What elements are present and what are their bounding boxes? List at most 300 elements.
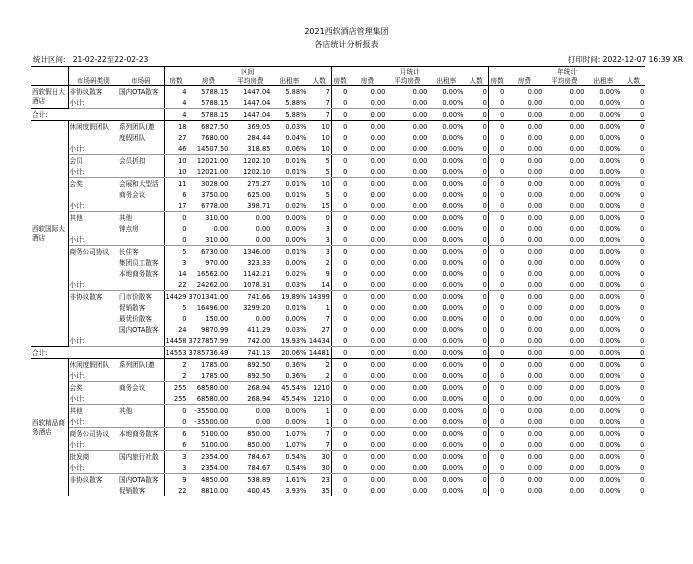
- interval-value: 6827.50: [201, 122, 229, 131]
- period-label: 统计区间:: [33, 55, 66, 64]
- year-value: 0.00: [505, 335, 543, 347]
- year-value: 0: [640, 87, 645, 96]
- interval-value: 0.01%: [285, 303, 307, 312]
- year-value: 0.00: [527, 406, 543, 415]
- month-value: 0.00%: [442, 190, 464, 199]
- interval-value: 10: [164, 166, 187, 178]
- year-value: 0: [621, 335, 645, 347]
- interval-value: 3.93%: [285, 486, 307, 495]
- market-category: 小计:: [68, 97, 118, 109]
- year-value: 0: [640, 247, 645, 256]
- month-value: 0: [482, 224, 487, 233]
- month-value: 0.00%: [442, 269, 464, 278]
- year-value: 0.00: [569, 269, 585, 278]
- table-row: [31, 313, 645, 324]
- month-value: 0.00: [370, 475, 386, 484]
- month-value: 0: [331, 246, 348, 258]
- market-code: 促销散客: [119, 303, 146, 312]
- interval-value: 1.61%: [285, 475, 307, 484]
- table-row: [31, 428, 645, 440]
- month-value: 0.00: [412, 133, 428, 142]
- month-value: 0: [464, 393, 488, 405]
- interval-value: 0.00: [229, 234, 271, 246]
- interval-value: 45.54%: [271, 393, 307, 405]
- year-value: 0: [488, 212, 505, 224]
- subtotal-row: [31, 97, 645, 109]
- year-value: 0.00: [527, 429, 543, 438]
- total-row: [31, 109, 645, 121]
- column-header: 房数: [164, 76, 187, 86]
- market-category: 会员: [69, 156, 83, 165]
- interval-value: 6730.00: [201, 247, 229, 256]
- interval-value: 14458: [165, 336, 187, 345]
- month-value: 0.00: [412, 269, 428, 278]
- year-value: 0.00%: [599, 303, 621, 312]
- year-value: 0.00%: [599, 213, 621, 222]
- year-value: 0: [488, 313, 505, 324]
- year-value: 0.00%: [599, 406, 621, 415]
- market-code: [118, 279, 164, 291]
- month-value: 0.00: [370, 133, 386, 142]
- interval-value: 0.36%: [285, 360, 307, 369]
- table-row: [31, 485, 645, 496]
- year-value: 0: [488, 166, 505, 178]
- market-category: [68, 223, 118, 234]
- month-value: 0: [331, 370, 348, 382]
- month-value: 0.00: [348, 166, 386, 178]
- interval-value: 23: [321, 475, 330, 484]
- month-value: 0.00%: [442, 258, 464, 267]
- print-time: 打印时间: 2022-12-07 16:39 XR: [567, 55, 683, 64]
- month-value: 0.00: [412, 314, 428, 323]
- month-value: 0.00%: [428, 370, 464, 382]
- interval-value: 10: [321, 179, 330, 188]
- interval-value: 5.88%: [271, 97, 307, 109]
- subtotal-row: [31, 143, 645, 155]
- interval-value: 0.01%: [285, 179, 307, 188]
- interval-value: 255: [164, 393, 187, 405]
- interval-value: 0.06%: [271, 143, 307, 155]
- year-value: 0.00: [527, 292, 543, 301]
- year-value: 0: [640, 258, 645, 267]
- year-value: 0.00: [569, 179, 585, 188]
- month-value: 0.00: [348, 347, 386, 359]
- interval-value: 7: [307, 439, 331, 451]
- year-value: 0: [488, 359, 505, 371]
- interval-value: 3: [307, 234, 331, 246]
- month-value: 0.00: [370, 383, 386, 392]
- month-value: 0: [331, 439, 348, 451]
- year-value: 0.00: [527, 133, 543, 142]
- market-category: 其他: [69, 213, 83, 222]
- year-value: 0.00%: [599, 475, 621, 484]
- interval-value: 3: [164, 462, 187, 474]
- market-code: [118, 166, 164, 178]
- market-category: [68, 313, 118, 324]
- market-code: [118, 370, 164, 382]
- month-value: 0.00: [412, 383, 428, 392]
- interval-value: 625.00: [247, 190, 271, 199]
- year-value: 0: [621, 347, 645, 359]
- year-value: 0.00: [527, 314, 543, 323]
- year-value: 0.00: [569, 303, 585, 312]
- interval-value: 741.66: [247, 292, 271, 301]
- year-value: 0: [488, 347, 505, 359]
- interval-value: 1: [325, 406, 330, 415]
- year-value: 0: [488, 393, 505, 405]
- year-value: 0.00: [543, 143, 585, 155]
- month-value: 0: [331, 97, 348, 109]
- month-value: 0: [482, 429, 487, 438]
- interval-value: 20.06%: [271, 347, 307, 359]
- market-category: 批发商: [69, 452, 90, 461]
- market-category: [68, 324, 118, 335]
- month-value: 0: [331, 223, 348, 234]
- month-value: 0.00: [370, 429, 386, 438]
- interval-value: 68580.00: [196, 383, 229, 392]
- year-value: 0: [640, 429, 645, 438]
- interval-value: 68580.00: [187, 393, 229, 405]
- month-value: 0.00%: [442, 406, 464, 415]
- interval-value: 2: [307, 370, 331, 382]
- total-label: 合计:: [31, 109, 164, 121]
- year-value: 0.00: [505, 234, 543, 246]
- table-row: [31, 257, 645, 268]
- month-value: 0.00%: [442, 156, 464, 165]
- year-value: 0: [640, 325, 645, 334]
- interval-value: 0.54%: [271, 462, 307, 474]
- subtotal-row: [31, 279, 645, 291]
- interval-value: 2354.00: [187, 462, 229, 474]
- subtotal-row: [31, 462, 645, 474]
- column-header: 房数: [488, 76, 505, 86]
- statistics-table: [31, 66, 645, 496]
- column-header: 平均房费: [229, 76, 271, 86]
- market-code: 促销散客: [119, 486, 146, 495]
- interval-value: 0.00: [229, 416, 271, 428]
- year-value: 0.00%: [599, 314, 621, 323]
- interval-value: 2: [164, 359, 187, 371]
- column-header: 出租率: [271, 76, 307, 86]
- month-value: 0.00: [412, 325, 428, 334]
- year-value: 0.00%: [585, 200, 621, 212]
- month-value: 0: [464, 335, 488, 347]
- interval-value: 0.04%: [285, 133, 307, 142]
- month-value: 0.00: [348, 97, 386, 109]
- year-value: 0.00: [569, 213, 585, 222]
- interval-value: 14399: [308, 292, 330, 301]
- year-value: 0.00%: [599, 486, 621, 495]
- market-code: 其他: [119, 406, 133, 415]
- month-value: 0: [482, 325, 487, 334]
- table-row: [31, 474, 645, 486]
- interval-value: 14: [164, 268, 187, 279]
- interval-value: 0.00%: [285, 406, 307, 415]
- year-value: 0.00: [527, 269, 543, 278]
- month-value: 0: [464, 416, 488, 428]
- interval-value: 9: [325, 269, 330, 278]
- year-value: 0.00%: [585, 462, 621, 474]
- interval-value: 46: [164, 143, 187, 155]
- year-value: 0.00: [569, 406, 585, 415]
- market-code: 国内OTA散客: [119, 325, 159, 334]
- month-value: 0.00: [386, 416, 428, 428]
- year-value: 0.00: [527, 303, 543, 312]
- month-value: 0: [331, 121, 348, 133]
- year-value: 0.00%: [599, 383, 621, 392]
- market-code: [118, 439, 164, 451]
- interval-value: 3785736.49: [188, 348, 229, 357]
- month-value: 0: [482, 269, 487, 278]
- interval-value: 5: [164, 302, 187, 313]
- month-value: 0.00: [370, 486, 386, 495]
- month-value: 0.00%: [428, 200, 464, 212]
- month-value: 0: [331, 347, 348, 359]
- interval-value: 27: [321, 325, 330, 334]
- year-value: 0.00: [543, 335, 585, 347]
- year-value: 0.00: [505, 109, 543, 121]
- year-value: 0: [621, 439, 645, 451]
- month-value: 0.00%: [442, 486, 464, 495]
- month-value: 0: [331, 132, 348, 143]
- year-value: 0.00: [569, 314, 585, 323]
- year-value: 0: [621, 393, 645, 405]
- month-value: 0.00: [412, 452, 428, 461]
- interval-value: 2: [325, 360, 330, 369]
- interval-value: 0.02%: [285, 269, 307, 278]
- market-code: 集团员工散客: [119, 258, 159, 267]
- year-value: 0.00: [543, 370, 585, 382]
- year-value: 0.00: [527, 325, 543, 334]
- year-value: 0: [488, 302, 505, 313]
- year-value: 0.00%: [599, 224, 621, 233]
- year-value: 0.00: [569, 360, 585, 369]
- month-value: 0: [331, 335, 348, 347]
- table-row: [31, 405, 645, 417]
- interval-value: 1447.04: [229, 109, 271, 121]
- interval-value: -35500.00: [194, 406, 229, 415]
- column-header: 人数: [621, 76, 645, 86]
- interval-value: 4: [164, 109, 187, 121]
- month-value: 0.00: [412, 156, 428, 165]
- month-value: 0.00%: [442, 292, 464, 301]
- year-value: 0: [488, 335, 505, 347]
- interval-value: 7680.00: [201, 133, 229, 142]
- market-category: 小计:: [68, 200, 118, 212]
- interval-value: 7: [325, 87, 330, 96]
- subtotal-row: [31, 439, 645, 451]
- market-code: 商务会议: [119, 190, 146, 199]
- year-value: 0.00: [527, 190, 543, 199]
- month-value: 0: [464, 109, 488, 121]
- interval-value: 538.89: [247, 475, 271, 484]
- month-value: 0: [464, 234, 488, 246]
- interval-value: 3: [164, 451, 187, 463]
- interval-value: 1142.21: [243, 269, 271, 278]
- column-header: 平均房费: [386, 76, 428, 86]
- column-header: 房费: [187, 76, 229, 86]
- interval-value: 0.54%: [285, 452, 307, 461]
- month-value: 0: [464, 462, 488, 474]
- month-value: 0: [331, 428, 348, 440]
- year-value: 0.00: [527, 247, 543, 256]
- year-value: 0.00: [505, 200, 543, 212]
- interval-value: 24: [164, 324, 187, 335]
- month-value: 0.00: [412, 247, 428, 256]
- year-value: 0.00%: [599, 87, 621, 96]
- interval-value: 0.00%: [285, 224, 307, 233]
- interval-value: 22: [164, 485, 187, 496]
- month-value: 0.00: [386, 200, 428, 212]
- year-value: 0.00%: [585, 416, 621, 428]
- year-value: 0: [488, 178, 505, 190]
- interval-value: 970.00: [205, 258, 229, 267]
- interval-value: 5: [325, 156, 330, 165]
- month-value: 0: [464, 143, 488, 155]
- interval-value: 1: [325, 303, 330, 312]
- month-value: 0: [331, 166, 348, 178]
- month-value: 0.00: [348, 462, 386, 474]
- month-value: 0: [331, 382, 348, 394]
- year-value: 0: [640, 303, 645, 312]
- table-row: [31, 268, 645, 279]
- interval-value: 400.45: [247, 486, 271, 495]
- market-category: 小计:: [68, 393, 118, 405]
- interval-value: 6778.00: [187, 200, 229, 212]
- year-value: 0: [640, 452, 645, 461]
- year-value: 0.00: [569, 486, 585, 495]
- interval-value: 3727857.99: [188, 336, 229, 345]
- month-value: 0: [331, 405, 348, 417]
- year-value: 0: [488, 416, 505, 428]
- year-value: 0.00: [569, 224, 585, 233]
- year-value: 0.00: [527, 87, 543, 96]
- interval-value: 742.00: [229, 335, 271, 347]
- interval-value: 0.00%: [285, 314, 307, 323]
- market-code: 会展和大型活: [119, 179, 159, 188]
- month-value: 0: [482, 383, 487, 392]
- year-value: 0.00%: [585, 279, 621, 291]
- year-value: 0: [640, 190, 645, 199]
- month-value: 0: [482, 258, 487, 267]
- group-header-row: [31, 67, 645, 77]
- year-value: 0.00: [527, 452, 543, 461]
- year-value: 0.00%: [585, 143, 621, 155]
- interval-value: 318.85: [229, 143, 271, 155]
- interval-value: 0.00%: [285, 258, 307, 267]
- interval-value: 14429: [165, 292, 187, 301]
- market-category: 非协议散客: [69, 475, 103, 484]
- interval-value: 3: [325, 247, 330, 256]
- year-value: 0.00: [527, 156, 543, 165]
- month-value: 0.00: [370, 258, 386, 267]
- month-value: 0.00: [386, 234, 428, 246]
- month-value: 0: [331, 393, 348, 405]
- interval-value: 1210: [313, 383, 330, 392]
- year-value: 0.00: [505, 279, 543, 291]
- interval-value: -35500.00: [187, 416, 229, 428]
- year-value: 0: [488, 485, 505, 496]
- column-header: 出租率: [428, 76, 464, 86]
- month-value: 0: [331, 109, 348, 121]
- group-header-interval: 区间: [164, 67, 331, 77]
- year-value: 0: [488, 439, 505, 451]
- column-header: 出租率: [585, 76, 621, 86]
- year-value: 0: [488, 257, 505, 268]
- table-row: [31, 382, 645, 394]
- year-value: 0.00: [505, 347, 543, 359]
- month-value: 0.00%: [428, 335, 464, 347]
- year-value: 0.00: [569, 87, 585, 96]
- year-value: 0: [488, 97, 505, 109]
- month-value: 0.00%: [442, 133, 464, 142]
- total-label: 合计:: [31, 347, 164, 359]
- interval-value: 0: [164, 212, 187, 224]
- month-value: 0.00%: [428, 97, 464, 109]
- interval-value: 0: [164, 223, 187, 234]
- month-value: 0.00: [412, 360, 428, 369]
- month-value: 0.00: [386, 143, 428, 155]
- subtotal-row: [31, 166, 645, 178]
- year-value: 0: [640, 360, 645, 369]
- year-value: 0: [488, 155, 505, 167]
- month-value: 0: [331, 485, 348, 496]
- month-value: 0.00: [412, 190, 428, 199]
- month-value: 0.00%: [442, 314, 464, 323]
- year-value: 0.00: [543, 200, 585, 212]
- month-value: 0.00: [412, 406, 428, 415]
- year-value: 0: [488, 223, 505, 234]
- month-value: 0: [331, 416, 348, 428]
- interval-value: 14553: [165, 348, 187, 357]
- interval-value: 150.00: [205, 314, 229, 323]
- interval-value: 19.93%: [271, 335, 307, 347]
- year-value: 0.00%: [585, 370, 621, 382]
- month-value: 0.00: [348, 439, 386, 451]
- year-value: 0: [488, 279, 505, 291]
- interval-value: 0.00: [255, 314, 271, 323]
- interval-value: 7: [325, 314, 330, 323]
- interval-value: 310.00: [187, 234, 229, 246]
- month-value: 0.00: [370, 87, 386, 96]
- table-row: [31, 246, 645, 258]
- market-category: 小计:: [68, 439, 118, 451]
- year-value: 0.00: [505, 416, 543, 428]
- year-value: 0.00: [569, 258, 585, 267]
- interval-value: 17: [164, 200, 187, 212]
- year-value: 0.00: [505, 393, 543, 405]
- month-value: 0.00: [386, 393, 428, 405]
- year-value: 0: [488, 462, 505, 474]
- month-value: 0.00: [412, 224, 428, 233]
- year-value: 0: [488, 86, 505, 98]
- year-value: 0.00: [527, 486, 543, 495]
- year-value: 0: [640, 292, 645, 301]
- interval-value: 0.01%: [271, 166, 307, 178]
- year-value: 0: [621, 166, 645, 178]
- interval-value: 19.89%: [281, 292, 307, 301]
- year-value: 0.00%: [599, 325, 621, 334]
- month-value: 0.00: [386, 439, 428, 451]
- interval-value: 6: [164, 428, 187, 440]
- year-value: 0: [621, 97, 645, 109]
- market-category: 会奖: [69, 179, 83, 188]
- market-category: 商务公司协议: [69, 247, 110, 256]
- month-value: 0: [464, 97, 488, 109]
- year-value: 0.00: [505, 143, 543, 155]
- interval-value: 14: [307, 279, 331, 291]
- market-category: 非协议散客: [69, 87, 103, 96]
